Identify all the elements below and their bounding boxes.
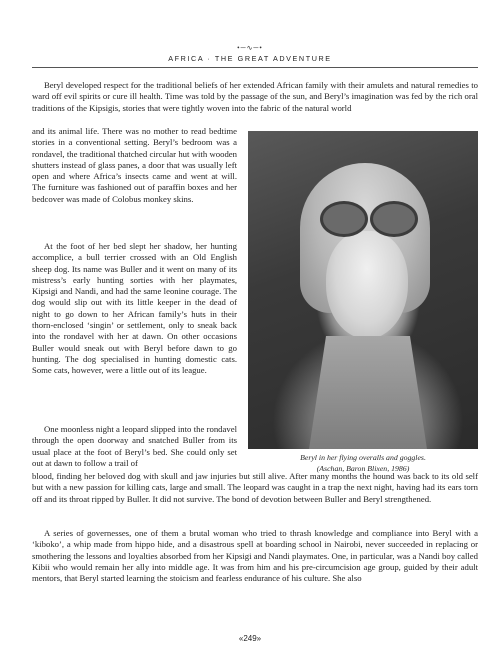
paragraph-1-continued: and its animal life. There was no mother to read bedtime stories in a conventional setting. Beryl’s bedroom was a rondavel, the traditional thatched circular hut with wooden shutters instead of glass panes, a door that was usually left open and where Africa’s insects came and went at will. The furniture was fashioned out of paraffin boxes and her bedcover was made of Colobus monkey skins.	[32, 126, 237, 204]
paragraph-1: Beryl developed respect for the traditional beliefs of her extended African family with their amulets and natural remedies to ward off evil spirits or cure ill health. Time was told by the passage of the sun, and Beryl’s imagination was fed by the rich oral traditions of the Kipsigis, stories that were tightly woven into the fabric of the natural world	[32, 80, 478, 113]
page-number: «249»	[238, 634, 262, 643]
face	[326, 231, 408, 339]
goggle-right	[370, 201, 418, 237]
portrait-photo	[248, 131, 478, 449]
running-head: AFRICA · THE GREAT ADVENTURE	[168, 54, 332, 63]
paragraph-4: A series of governesses, one of them a brutal woman who tried to thrash knowledge and compliance into Beryl with a ‘kiboko’, a whip made from hippo hide, and a disastrous spell at boarding school in Nairobi, never succeeded in replacing or smothering the lessons and loyalties absorbed from her Kipsigi and Nandi playmates. One, in particular, was a Nandi boy called Kibii who would remain her ally into middle age. It was from him and his pre-circumcision age group, guided by their adult mentors, that Beryl started learning the stoicism and fearless endurance of his culture. She also	[32, 528, 478, 584]
photo-caption: Beryl in her flying overalls and goggles.	[300, 453, 426, 462]
paragraph-2: At the foot of her bed slept her shadow, her hunting accomplice, a bull terrier crossed with an Old English sheep dog. Its name was Buller and it went on many of its mistress’s early hunting sorties with her playmates, Kipsigi and Nandi, and had the same leonine courage. The dog would slip out with its little keeper in the dead of night to go down to her African family’s huts in their thorn-enclosed ‘singin’ or settlement, only to sneak back into the rondavel with her at dawn. On other occasions Buller would sneak out with Beryl before dawn to go hunting. The dog specialised in hunting domestic cats. Some cats, however, were a little out of its league.	[32, 241, 237, 376]
photo-credit: (Aschan, Baron Blixen, 1986)	[316, 464, 410, 473]
header-ornament: •─∿─•	[237, 44, 263, 52]
paragraph-3: One moonless night a leopard slipped into the rondavel through the open doorway and snatched Buller from its usual place at the foot of Beryl’s bed. She could only set out at dawn to follow a trail of	[32, 424, 237, 468]
overalls-collar	[308, 336, 428, 449]
paragraph-3-continued: blood, finding her beloved dog with skull and jaw injuries but still alive. After many months the hound was back to its old self but with a new passion for killing cats, large and small. The leopard was caught in a trap the next night, having had its ears torn off and its throat ripped by Buller. It did not survive. The bond of devotion between Buller and Beryl strengthened.	[32, 471, 478, 504]
goggle-left	[320, 201, 368, 237]
header-rule	[32, 67, 478, 68]
